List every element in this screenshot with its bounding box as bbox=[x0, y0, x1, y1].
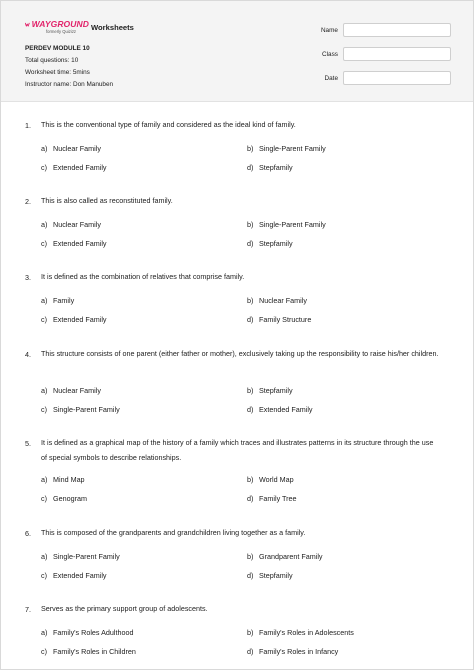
option-d[interactable]: d) Stepfamily bbox=[247, 571, 293, 580]
option-b[interactable]: b) Stepfamily bbox=[247, 386, 293, 395]
option-b[interactable]: b) Nuclear Family bbox=[247, 296, 307, 305]
option-d[interactable]: d) Family Structure bbox=[247, 315, 312, 324]
class-field[interactable] bbox=[343, 47, 451, 61]
question-number: 5. bbox=[25, 439, 31, 448]
question-text: This is composed of the grandparents and grandchildren living together as a family. bbox=[41, 528, 306, 537]
wayground-logo-icon bbox=[25, 20, 30, 29]
question-text: Serves as the primary support group of adolescents. bbox=[41, 604, 208, 613]
question-number: 1. bbox=[25, 121, 31, 130]
question-text: It is defined as the combination of relatives that comprise family. bbox=[41, 272, 245, 281]
option-c[interactable]: c) Extended Family bbox=[41, 571, 107, 580]
question-text: This is also called as reconstituted family. bbox=[41, 196, 173, 205]
option-b[interactable]: b) Single-Parent Family bbox=[247, 144, 326, 153]
option-a[interactable]: a) Family's Roles Adulthood bbox=[41, 628, 134, 637]
brand-name: WAYGROUND bbox=[31, 19, 89, 29]
name-field[interactable] bbox=[343, 23, 451, 37]
option-b[interactable]: b) Single-Parent Family bbox=[247, 220, 326, 229]
option-b[interactable]: b) World Map bbox=[247, 475, 294, 484]
brand-subtitle: formerly Quizizz bbox=[46, 29, 77, 34]
date-label: Date bbox=[324, 75, 338, 82]
option-c[interactable]: c) Genogram bbox=[41, 494, 87, 503]
worksheet-header bbox=[1, 1, 473, 102]
option-a[interactable]: a) Nuclear Family bbox=[41, 144, 101, 153]
brand-logo bbox=[25, 19, 89, 34]
question-text: This structure consists of one parent (either father or mother), exclusively taking up the responsibility to raise his/her children. bbox=[41, 349, 439, 358]
total-questions: Total questions: 10 bbox=[25, 57, 79, 64]
option-d[interactable]: d) Extended Family bbox=[247, 405, 313, 414]
option-a[interactable]: a) Nuclear Family bbox=[41, 220, 101, 229]
option-a[interactable]: a) Family bbox=[41, 296, 75, 305]
option-d[interactable]: d) Family Tree bbox=[247, 494, 297, 503]
option-c[interactable]: c) Single-Parent Family bbox=[41, 405, 120, 414]
name-label: Name bbox=[320, 27, 338, 34]
option-a[interactable]: a) Single-Parent Family bbox=[41, 552, 120, 561]
question-number: 6. bbox=[25, 529, 31, 538]
option-a[interactable]: a) Nuclear Family bbox=[41, 386, 101, 395]
option-d[interactable]: d) Family's Roles in Infancy bbox=[247, 647, 339, 656]
option-b[interactable]: b) Family's Roles in Adolescents bbox=[247, 628, 354, 637]
worksheet-title: PERDEV MODULE 10 bbox=[25, 45, 90, 52]
option-d[interactable]: d) Stepfamily bbox=[247, 239, 293, 248]
option-c[interactable]: c) Extended Family bbox=[41, 163, 107, 172]
instructor-name: Instructor name: Don Manuben bbox=[25, 81, 114, 88]
class-label: Class bbox=[322, 51, 338, 58]
option-c[interactable]: c) Extended Family bbox=[41, 315, 107, 324]
option-a[interactable]: a) Mind Map bbox=[41, 475, 85, 484]
product-label: Worksheets bbox=[91, 23, 134, 32]
question-text: It is defined as a graphical map of the history of a family which traces and illustrates patterns in its structure through the use of special symbols to describe relationships. bbox=[41, 438, 434, 462]
question-number: 2. bbox=[25, 197, 31, 206]
option-c[interactable]: c) Extended Family bbox=[41, 239, 107, 248]
worksheet-time: Worksheet time: 5mins bbox=[25, 69, 90, 76]
question-number: 7. bbox=[25, 605, 31, 614]
option-c[interactable]: c) Family's Roles in Children bbox=[41, 647, 136, 656]
question-number: 3. bbox=[25, 273, 31, 282]
question-number: 4. bbox=[25, 350, 31, 359]
question-text: This is the conventional type of family and considered as the ideal kind of family. bbox=[41, 120, 296, 129]
date-field[interactable] bbox=[343, 71, 451, 85]
option-b[interactable]: b) Grandparent Family bbox=[247, 552, 323, 561]
option-d[interactable]: d) Stepfamily bbox=[247, 163, 293, 172]
